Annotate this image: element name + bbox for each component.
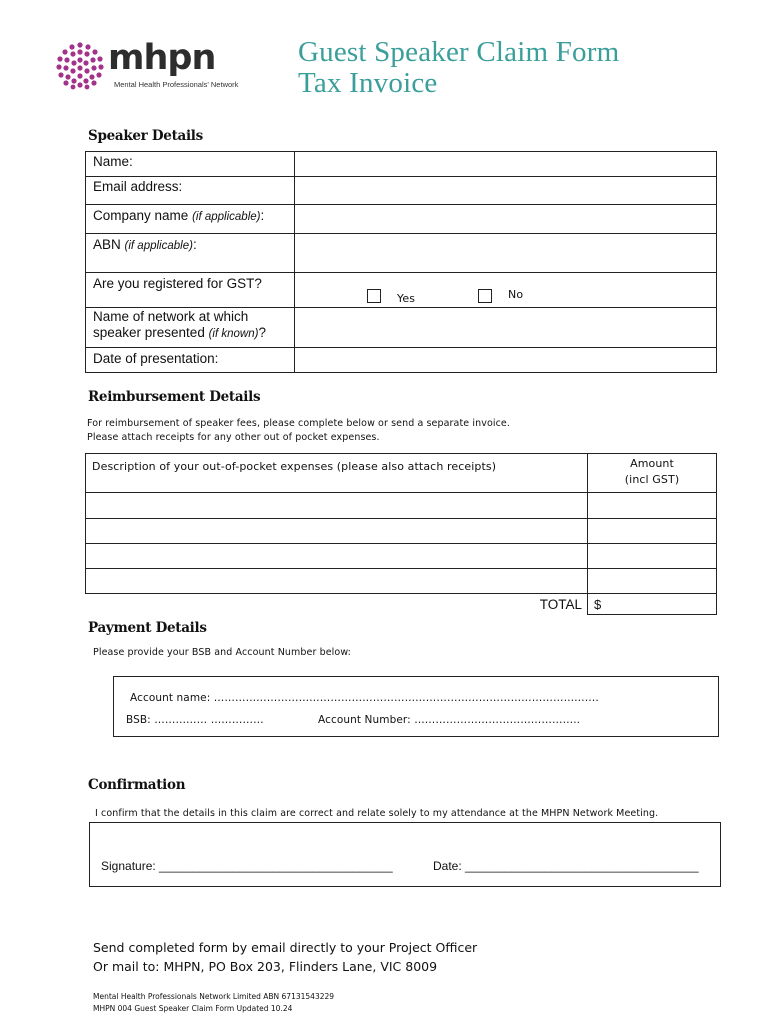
expense-description-cell[interactable] bbox=[86, 569, 588, 594]
gst-yes-checkbox[interactable] bbox=[367, 289, 381, 303]
gst-no-label: No bbox=[508, 288, 524, 301]
send-instruction: Send completed form by email directly to your Project Officer bbox=[93, 940, 478, 955]
presentation-date-field[interactable] bbox=[295, 348, 717, 373]
speaker-details-table bbox=[85, 151, 717, 373]
logo-wordmark: mhpn bbox=[108, 38, 216, 78]
expense-amount-cell[interactable] bbox=[588, 544, 717, 569]
reimbursement-heading: Reimbursement Details bbox=[88, 389, 261, 405]
confirmation-statement: I confirm that the details in this claim are correct and relate solely to my attendance at the MHPN Network Meeting. bbox=[95, 808, 659, 819]
payment-heading: Payment Details bbox=[88, 620, 207, 636]
form-title: Guest Speaker Claim Form bbox=[298, 36, 620, 68]
company-field[interactable] bbox=[295, 205, 717, 234]
form-id: MHPN 004 Guest Speaker Claim Form Updated 10.24 bbox=[93, 1004, 293, 1013]
network-label: Name of network at which speaker presented (if known)? bbox=[93, 309, 266, 340]
expense-amount-cell[interactable] bbox=[588, 519, 717, 544]
email-field[interactable] bbox=[295, 177, 717, 205]
abn-label: ABN (if applicable): bbox=[93, 237, 197, 252]
payment-instruction: Please provide your BSB and Account Number below: bbox=[93, 647, 351, 658]
reimbursement-note-1: For reimbursement of speaker fees, please complete below or send a separate invoice. bbox=[87, 418, 510, 429]
name-label: Name: bbox=[93, 154, 133, 169]
reimbursement-note-2: Please attach receipts for any other out of pocket expenses. bbox=[87, 432, 380, 443]
gst-no-checkbox[interactable] bbox=[478, 289, 492, 303]
logo-subtitle: Mental Health Professionals' Network bbox=[114, 80, 239, 89]
signature-field[interactable]: Signature: ___________________________________ bbox=[101, 859, 393, 873]
mail-instruction: Or mail to: MHPN, PO Box 203, Flinders Lane, VIC 8009 bbox=[93, 959, 438, 974]
expense-description-cell[interactable] bbox=[86, 544, 588, 569]
name-field[interactable] bbox=[295, 152, 717, 177]
total-currency: $ bbox=[594, 597, 602, 612]
account-number-field[interactable]: Account Number: ……………………………………….. bbox=[318, 714, 581, 726]
account-name-field[interactable]: Account name: ………………………………………………………………………………………………. bbox=[130, 692, 599, 704]
expense-description-header: Description of your out-of-pocket expenses (please also attach receipts) bbox=[92, 460, 497, 473]
total-label: TOTAL bbox=[539, 597, 582, 612]
expense-description-cell[interactable] bbox=[86, 493, 588, 519]
signature-box bbox=[89, 822, 721, 887]
amount-header: Amount (incl GST) bbox=[624, 457, 680, 486]
company-label: Company name (if applicable): bbox=[93, 208, 265, 223]
bsb-field[interactable]: BSB: …………… …………… bbox=[126, 714, 264, 726]
expense-amount-cell[interactable] bbox=[588, 569, 717, 594]
form-subtitle: Tax Invoice bbox=[298, 67, 438, 99]
email-label: Email address: bbox=[93, 179, 183, 194]
network-field[interactable] bbox=[295, 308, 717, 348]
expense-description-cell[interactable] bbox=[86, 519, 588, 544]
confirmation-heading: Confirmation bbox=[88, 777, 186, 793]
bank-details-box bbox=[113, 676, 719, 737]
total-amount-field[interactable] bbox=[588, 594, 717, 615]
expenses-table bbox=[85, 453, 717, 615]
gst-label: Are you registered for GST? bbox=[93, 276, 262, 291]
mhpn-logo-mark bbox=[55, 41, 105, 91]
org-details: Mental Health Professionals Network Limited ABN 67131543229 bbox=[93, 992, 335, 1001]
date-label: Date of presentation: bbox=[93, 351, 219, 366]
signature-date-field[interactable]: Date: ___________________________________ bbox=[433, 859, 699, 873]
expense-amount-cell[interactable] bbox=[588, 493, 717, 519]
abn-field[interactable] bbox=[295, 234, 717, 273]
gst-yes-label: Yes bbox=[397, 292, 416, 305]
speaker-details-heading: Speaker Details bbox=[88, 128, 203, 144]
gst-options bbox=[295, 273, 717, 308]
